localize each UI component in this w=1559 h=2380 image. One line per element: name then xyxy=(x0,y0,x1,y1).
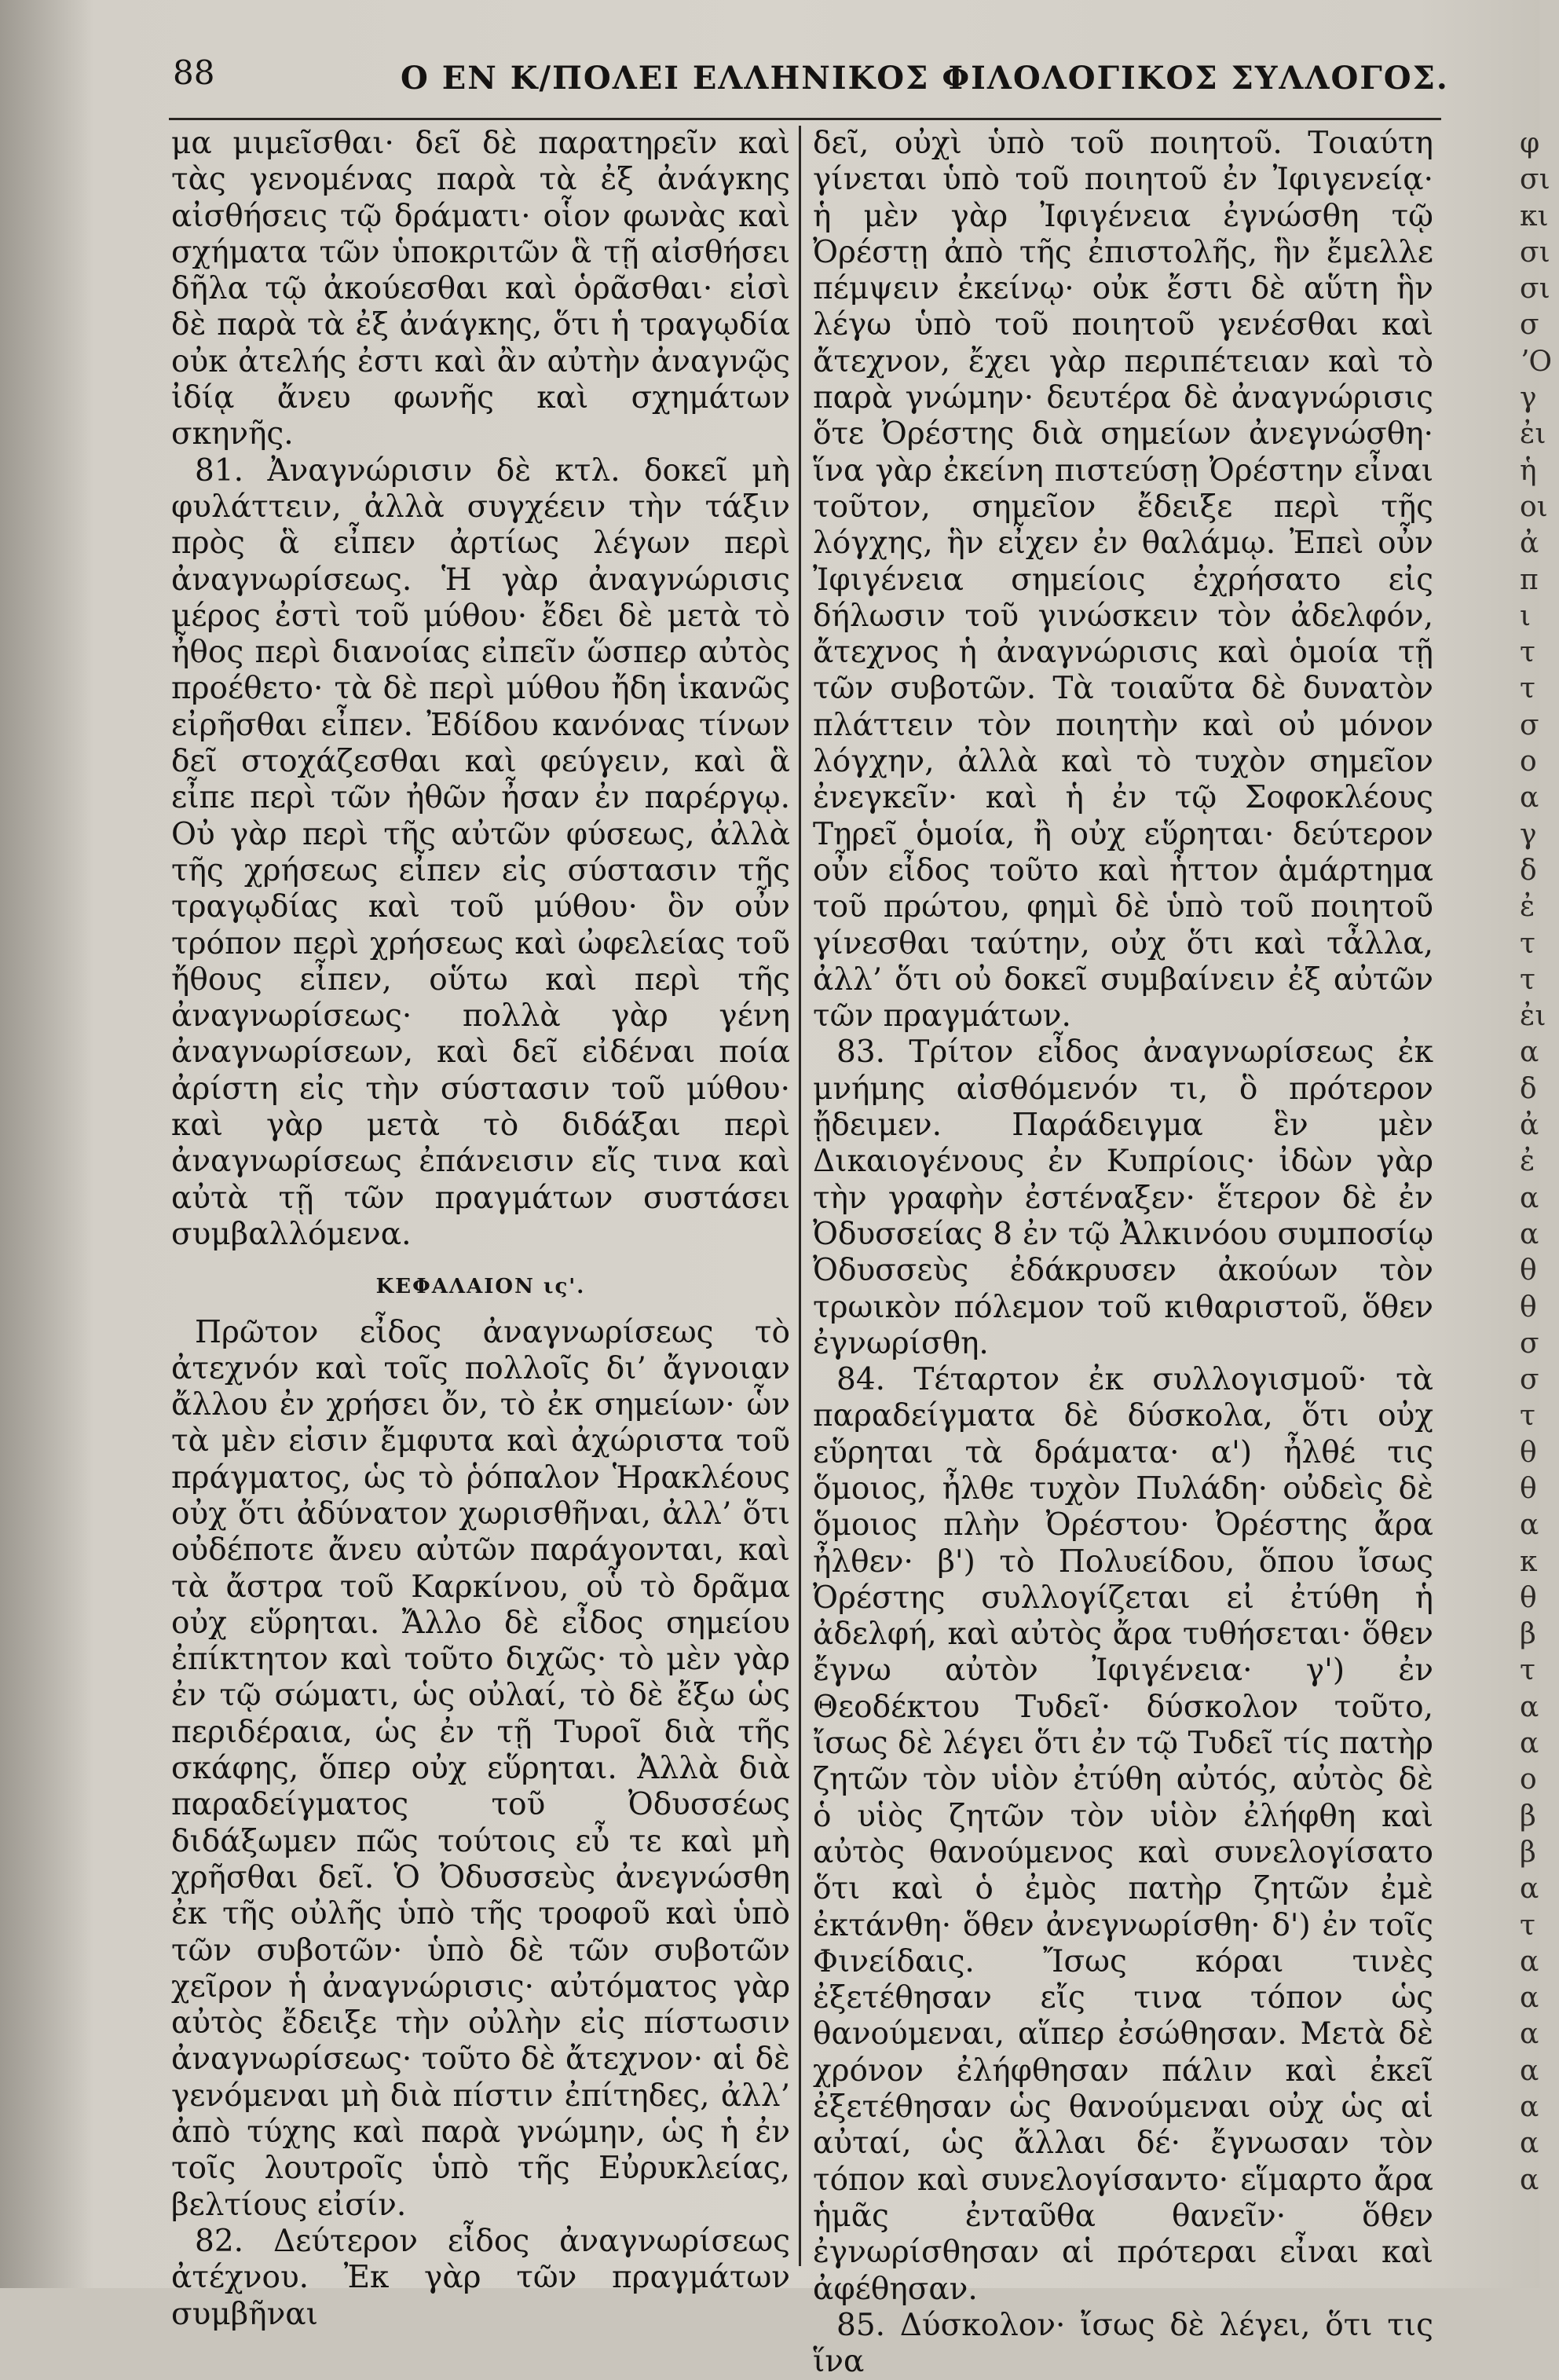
paragraph-83: 83. Τρίτον εἶδος ἀναγνωρίσεως ἐκ μνήμης αἰσθόμενόν τι, ὃ πρότερον ᾔδειμεν. Παράδειγμα ἓν μὲν Δικαιογένους ἐν Κυπρίοις· ἰδὼν γὰρ τὴν γραφὴν ἐστέναξεν· ἕτερον δὲ ἐν Ὀδυσσείας 8 ἐν τῷ Ἀλκινόου συμποσίῳ Ὀδυσσεὺς ἐδάκρυσεν ἀκούων τὸν τρωικὸν πόλεμον τοῦ κιθαριστοῦ, ὅθεν ἐγνωρίσθη. xyxy=(813,1034,1433,1361)
chapter-heading: ΚΕΦΑΛΑΙΟΝ ις'. xyxy=(375,1275,586,1299)
paragraph-85: 85. Δύσκολον· ἴσως δὲ λέγει, ὅτι τις ἵνα xyxy=(813,2307,1433,2380)
facing-page-edge-text: φ σι κι σι σι σ ʼΟ γ ἐι ἡ οι ἀ π ι τ τ σ ο α γ δ ἐ τ τ ἐι α δ ἀ ἐ α α θ θ σ σ τ θ θ α κ θ β τ α α ο β β α τ α α α α α α α xyxy=(1520,127,1552,2196)
paragraph: δεῖ, οὐχὶ ὑπὸ τοῦ ποιητοῦ. Τοιαύτη γίνεται ὑπὸ τοῦ ποιητοῦ ἐν Ἰφιγενείᾳ· ἡ μὲν γὰρ Ἰφιγένεια ἐγνώσθη τῷ Ὀρέστῃ ἀπὸ τῆς ἐπιστολῆς, ἣν ἔμελλε πέμψειν ἐκείνῳ· οὐκ ἔστι δὲ αὕτη ἣν λέγω ὑπὸ τοῦ ποιητοῦ γενέσθαι καὶ ἄτεχνον, ἔχει γὰρ περιπέτειαν καὶ τὸ παρὰ γνώμην· δευτέρα δὲ ἀναγνώρισις ὅτε Ὀρέστης διὰ σημείων ἀνεγνώσθη· ἵνα γὰρ ἐκείνη πιστεύσῃ Ὀρέστην εἶναι τοῦτον, σημεῖον ἔδειξε περὶ τῆς λόγχης, ἣν εἶχεν ἐν θαλάμῳ. Ἐπεὶ οὖν Ἰφιγένεια σημείοις ἐχρήσατο εἰς δήλωσιν τοῦ γινώσκειν τὸν ἀδελφόν, ἄτεχνος ἡ ἀναγνώρισις καὶ ὁμοία τῇ τῶν συβοτῶν. Τὰ τοιαῦτα δὲ δυνατὸν πλάττειν τὸν ποιητὴν καὶ οὐ μόνον λόγχην, ἀλλὰ καὶ τὸ τυχὸν σημεῖον ἐνεγκεῖν· καὶ ἡ ἐν τῷ Σοφοκλέους Τηρεῖ ὁμοία, ἢ οὐχ εὕρηται· δεύτερον οὖν εἶδος τοῦτο καὶ ἧττον ἁμάρτημα τοῦ πρώτου, φημὶ δὲ ὑπὸ τοῦ ποιητοῦ γίνεσθαι ταύτην, οὐχ ὅτι καὶ τἆλλα, ἀλλ’ ὅτι οὐ δοκεῖ συμβαίνειν ἐξ αὐτῶν τῶν πραγμάτων. xyxy=(813,126,1433,1034)
page-header xyxy=(165,53,1449,108)
paragraph: Πρῶτον εἶδος ἀναγνωρίσεως τὸ ἀτεχνόν καὶ τοῖς πολλοῖς δι’ ἄγνοιαν ἄλλου ἐν χρήσει ὄν, τὸ ἐκ σημείων· ὧν τὰ μὲν εἰσιν ἔμφυτα καὶ ἀχώριστα τοῦ πράγματος, ὡς τὸ ῥόπαλον Ἡρακλέους οὐχ ὅτι ἀδύνατον χωρισθῆναι, ἀλλ’ ὅτι οὐδέποτε ἄνευ αὐτῶν παράγονται, καὶ τὰ ἄστρα τοῦ Καρκίνου, οὗ τὸ δρᾶμα οὐχ εὕρηται. Ἄλλο δὲ εἶδος σημείου ἐπίκτητον καὶ τοῦτο διχῶς· τὸ μὲν γὰρ ἐν τῷ σώματι, ὡς οὐλαί, τὸ δὲ ἔξω ὡς περιδέραια, ὡς ἐν τῇ Τυροῖ διὰ τῆς σκάφης, ὅπερ οὐχ εὕρηται. Ἀλλὰ διὰ παραδείγματος τοῦ Ὀδυσσέως διδάξωμεν πῶς τούτοις εὖ τε καὶ μὴ χρῆσθαι δεῖ. Ὁ Ὀδυσσεὺς ἀνεγνώσθη ἐκ τῆς οὐλῆς ὑπὸ τῆς τροφοῦ καὶ ὑπὸ τῶν συβοτῶν· ὑπὸ δὲ τῶν συβοτῶν χεῖρον ἡ ἀναγνώρισις· αὐτόματος γὰρ αὐτὸς ἔδειξε τὴν οὐλὴν εἰς πίστωσιν ἀναγνωρίσεως· τοῦτο δὲ ἄτεχνον· αἱ δὲ γενόμεναι μὴ διὰ πίστιν ἐπίτηδες, ἀλλ’ ἀπὸ τύχης καὶ παρὰ γνώμην, ὡς ἡ ἐν τοῖς λουτροῖς ὑπὸ τῆς Εὐρυκλείας, βελτίους εἰσίν. xyxy=(171,1314,790,2223)
paragraph: μα μιμεῖσθαι· δεῖ δὲ παρατηρεῖν καὶ τὰς γενομένας παρὰ τὰ ἐξ ἀνάγκης αἰσθήσεις τῷ δράματι· οἷον φωνὰς καὶ σχήματα τῶν ὑποκριτῶν ἃ τῇ αἰσθήσει δῆλα τῷ ἀκούεσθαι καὶ ὁρᾶσθαι· εἰσὶ δὲ παρὰ τὰ ἐξ ἀνάγκης, ὅτι ἡ τραγῳδία οὐκ ἀτελής ἐστι καὶ ἂν αὐτὴν ἀναγνῷς ἰδίᾳ ἄνευ φωνῆς καὶ σχημάτων σκηνῆς. xyxy=(171,126,790,452)
column-divider xyxy=(799,126,801,2266)
paragraph-82: 82. Δεύτερον εἶδος ἀναγνωρίσεως ἀτέχνου. Ἐκ γὰρ τῶν πραγμάτων συμβῆναι xyxy=(171,2223,790,2332)
paragraph-81: 81. Ἀναγνώρισιν δὲ κτλ. δοκεῖ μὴ φυλάττειν, ἀλλὰ συγχέειν τὴν τάξιν πρὸς ἃ εἶπεν ἀρτίως λέγων περὶ ἀναγνωρίσεως. Ἡ γὰρ ἀναγνώρισις μέρος ἐστὶ τοῦ μύθου· ἔδει δὲ μετὰ τὸ ἦθος περὶ διανοίας εἰπεῖν ὥσπερ αὐτὸς προέθετο· τὰ δὲ περὶ μύθου ἤδη ἱκανῶς εἰρῆσθαι εἶπεν. Ἐδίδου κανόνας τίνων δεῖ στοχάζεσθαι καὶ φεύγειν, καὶ ἃ εἶπε περὶ τῶν ἠθῶν ἦσαν ἐν παρέργῳ. Οὐ γὰρ περὶ τῆς αὐτῶν φύσεως, ἀλλὰ τῆς χρήσεως εἶπεν εἰς σύστασιν τῆς τραγῳδίας καὶ τοῦ μύθου· ὃν οὖν τρόπον περὶ χρήσεως καὶ ὠφελείας τοῦ ἤθους εἶπεν, οὕτω καὶ περὶ τῆς ἀναγνωρίσεως· πολλὰ γὰρ γένη ἀναγνωρίσεων, καὶ δεῖ εἰδέναι ποία ἀρίστη εἰς τὴν σύστασιν τοῦ μύθου· καὶ γὰρ μετὰ τὸ διδάξαι περὶ ἀναγνωρίσεως ἐπάνεισιν εἴς τινα καὶ αὐτὰ τῇ τῶν πραγμάτων συστάσει συμβαλλόμενα. xyxy=(171,452,790,1252)
right-column xyxy=(813,126,1433,2380)
running-title: Ο ΕΝ Κ/ΠΟΛΕΙ ΕΛΛΗΝΙΚΟΣ ΦΙΛΟΛΟΓΙΚΟΣ ΣΥΛΛΟΓΟΣ. xyxy=(401,60,1449,97)
paragraph-84: 84. Τέταρτον ἐκ συλλογισμοῦ· τὰ παραδείγματα δὲ δύσκολα, ὅτι οὐχ εὕρηται τὰ δράματα· α') ἦλθέ τις ὅμοιος, ἦλθε τυχὸν Πυλάδη· οὐδεὶς δὲ ὅμοιος πλὴν Ὀρέστου· Ὀρέστης ἄρα ἦλθεν· β') τὸ Πολυείδου, ὅπου ἴσως Ὀρέστης συλλογίζεται εἰ ἐτύθη ἡ ἀδελφή, καὶ αὐτὸς ἄρα τυθήσεται· ὅθεν ἔγνω αὐτὸν Ἰφιγένεια· γ') ἐν Θεοδέκτου Τυδεῖ· δύσκολον τοῦτο, ἴσως δὲ λέγει ὅτι ἐν τῷ Τυδεῖ τίς πατὴρ ζητῶν τὸν υἱὸν ἐτύθη αὐτός, αὐτὸς δὲ ὁ υἱὸς ζητῶν τὸν υἱὸν ἐλήφθη καὶ αὐτὸς θανούμενος καὶ συνελογίσατο ὅτι καὶ ὁ ἐμὸς πατὴρ ζητῶν ἐμὲ ἐκτάνθη· ὅθεν ἀνεγνωρίσθη· δ') ἐν τοῖς Φινείδαις. Ἴσως κόραι τινὲς ἐξετέθησαν εἴς τινα τόπον ὡς θανούμεναι, αἵπερ ἐσώθησαν. Μετὰ δὲ χρόνον ἐλήφθησαν πάλιν καὶ ἐκεῖ ἐξετέθησαν ὡς θανούμεναι οὐχ ὡς αἱ αὐταί, ὡς ἄλλαι δέ· ἔγνωσαν τὸν τόπον καὶ συνελογίσαντο· εἵμαρτο ἄρα ἡμᾶς ἐνταῦθα θανεῖν· ὅθεν ἐγνωρίσθησαν αἱ πρότεραι εἶναι καὶ ἀφέθησαν. xyxy=(813,1362,1433,2307)
page-number: 88 xyxy=(173,53,215,92)
header-rule xyxy=(169,118,1441,120)
left-column xyxy=(171,126,790,2333)
page-gutter-shadow xyxy=(0,0,94,2288)
